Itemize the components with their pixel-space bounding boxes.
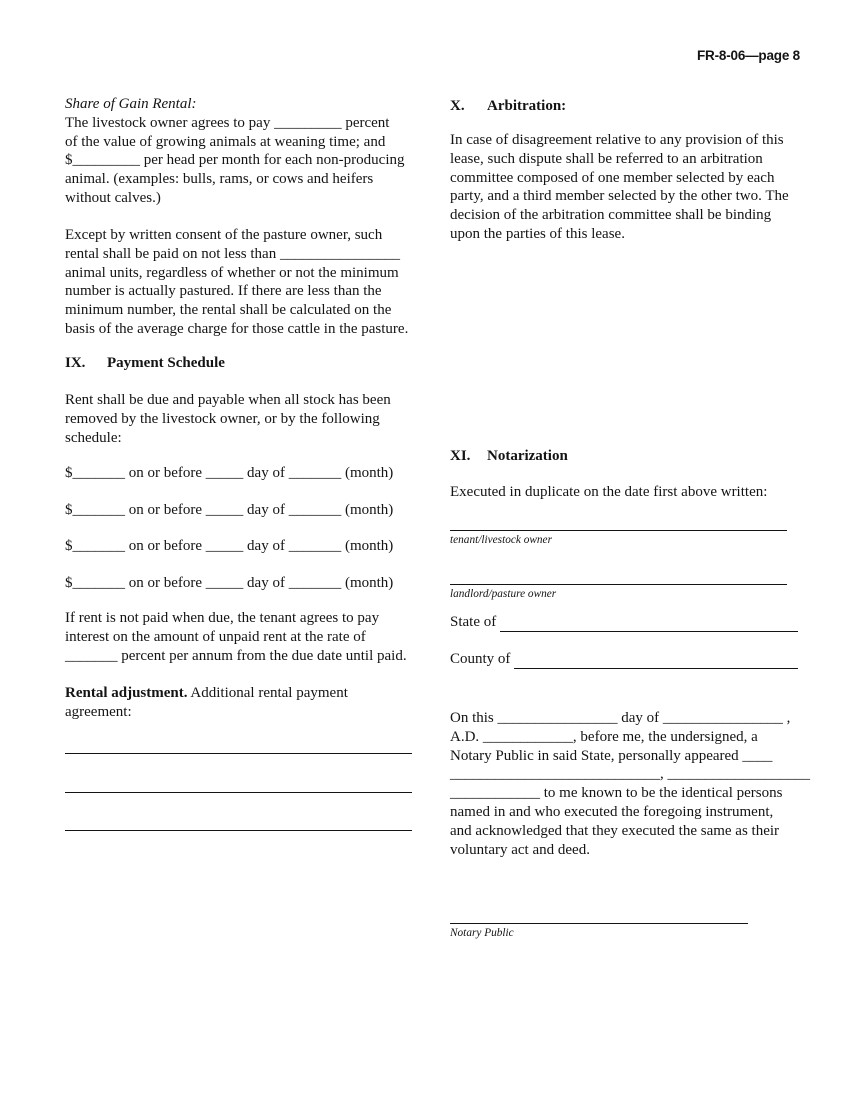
payment-schedule-lines: [65, 464, 417, 610]
payment-intro-paragraph: [65, 391, 417, 447]
page-header: FR-8-06—page 8: [697, 48, 800, 63]
landlord-signature-label: landlord/pasture owner: [450, 588, 557, 600]
text-line: agreement:: [65, 703, 132, 720]
landlord-signature-line: [450, 584, 787, 585]
tenant-signature-line: [450, 530, 787, 531]
text-line: Notary Public in said State, personally appeared ____: [450, 747, 773, 764]
section-number: X.: [450, 98, 465, 114]
executed-statement: Executed in duplicate on the date first above written:: [450, 484, 768, 500]
text-line: without calves.): [65, 189, 161, 206]
text-line: removed by the livestock owner, or by the following: [65, 410, 380, 427]
text-line: If rent is not paid when due, the tenant agrees to pay: [65, 610, 380, 626]
text-line: The livestock owner agrees to pay _________ percent: [65, 114, 390, 131]
text-line: ____________________________, ___________________: [450, 766, 810, 783]
text-line: number is actually pastured. If there are less than the: [65, 283, 382, 300]
text-line: voluntary act and deed.: [450, 841, 590, 858]
blank-write-in-line: [65, 792, 412, 793]
text-line: A.D. ____________, before me, the undersigned, a: [450, 728, 758, 745]
share-of-gain-title: Share of Gain Rental:: [65, 96, 197, 112]
text-line: ____________ to me known to be the identical persons: [450, 785, 783, 802]
section-title: Payment Schedule: [107, 355, 225, 371]
payment-blank-line: $_______ on or before _____ day of _______ (month): [65, 465, 394, 481]
text-line: animal. (examples: bulls, rams, or cows and heifers: [65, 171, 374, 188]
rental-adjustment-paragraph: [65, 684, 417, 722]
text-line: upon the parties of this lease.: [450, 225, 625, 242]
payment-blank-line: $_______ on or before _____ day of _______ (month): [65, 574, 394, 591]
text-line: lease, such dispute shall be referred to an arbitration: [450, 150, 763, 167]
text-line: In case of disagreement relative to any provision of this: [450, 132, 784, 148]
interest-paragraph: [65, 609, 417, 665]
county-field: [450, 650, 798, 669]
rental-adjustment-label: Rental adjustment.: [65, 685, 188, 701]
payment-blank-line: $_______ on or before _____ day of _______ (month): [65, 501, 394, 518]
text-line: rental shall be paid on not less than ________________: [65, 245, 400, 262]
notary-signature-line: [450, 923, 748, 924]
arbitration-paragraph: [450, 131, 802, 244]
section-title: Notarization: [487, 448, 568, 464]
text-line: named in and who executed the foregoing instrument,: [450, 803, 774, 820]
text-line: On this ________________ day of ________________ ,: [450, 710, 791, 726]
text-line: committee composed of one member selected by each: [450, 169, 775, 186]
text-line: decision of the arbitration committee shall be binding: [450, 207, 772, 224]
text-line: and acknowledged that they executed the same as their: [450, 822, 780, 839]
section-title: Arbitration:: [487, 98, 567, 114]
text-line: Additional rental payment: [187, 685, 348, 701]
notary-public-label: Notary Public: [450, 927, 514, 939]
text-line: basis of the average charge for those cattle in the pasture.: [65, 320, 409, 337]
text-line: _______ percent per annum from the due date until paid.: [65, 647, 407, 664]
notary-acknowledgment-paragraph: [450, 709, 810, 859]
tenant-signature-label: tenant/livestock owner: [450, 534, 552, 546]
share-of-gain-section: [65, 95, 417, 208]
payment-blank-line: $_______ on or before _____ day of _______ (month): [65, 538, 394, 555]
state-field: [450, 613, 798, 632]
text-line: Except by written consent of the pasture owner, such: [65, 227, 383, 243]
state-label: State of: [450, 614, 497, 631]
text-line: Rent shall be due and payable when all stock has been: [65, 392, 391, 408]
section-number: XI.: [450, 448, 471, 464]
blank-write-in-line: [65, 753, 412, 754]
consent-paragraph: [65, 226, 417, 339]
text-line: minimum number, the rental shall be calculated on the: [65, 302, 392, 319]
blank-write-in-line: [65, 830, 412, 831]
payment-schedule-heading: [65, 354, 225, 373]
text-line: schedule:: [65, 429, 122, 446]
text-line: party, and a third member selected by the other two. The: [450, 188, 789, 205]
text-line: of the value of growing animals at weaning time; and: [65, 133, 386, 150]
text-line: $_________ per head per month for each non-producing: [65, 152, 405, 169]
notarization-heading: [450, 447, 568, 466]
text-line: animal units, regardless of whether or not the minimum: [65, 264, 399, 281]
county-blank-line: [514, 649, 798, 669]
arbitration-heading: [450, 97, 566, 116]
section-number: IX.: [65, 355, 86, 371]
county-label: County of: [450, 651, 511, 668]
state-blank-line: [500, 612, 798, 632]
text-line: interest on the amount of unpaid rent at the rate of: [65, 628, 366, 645]
